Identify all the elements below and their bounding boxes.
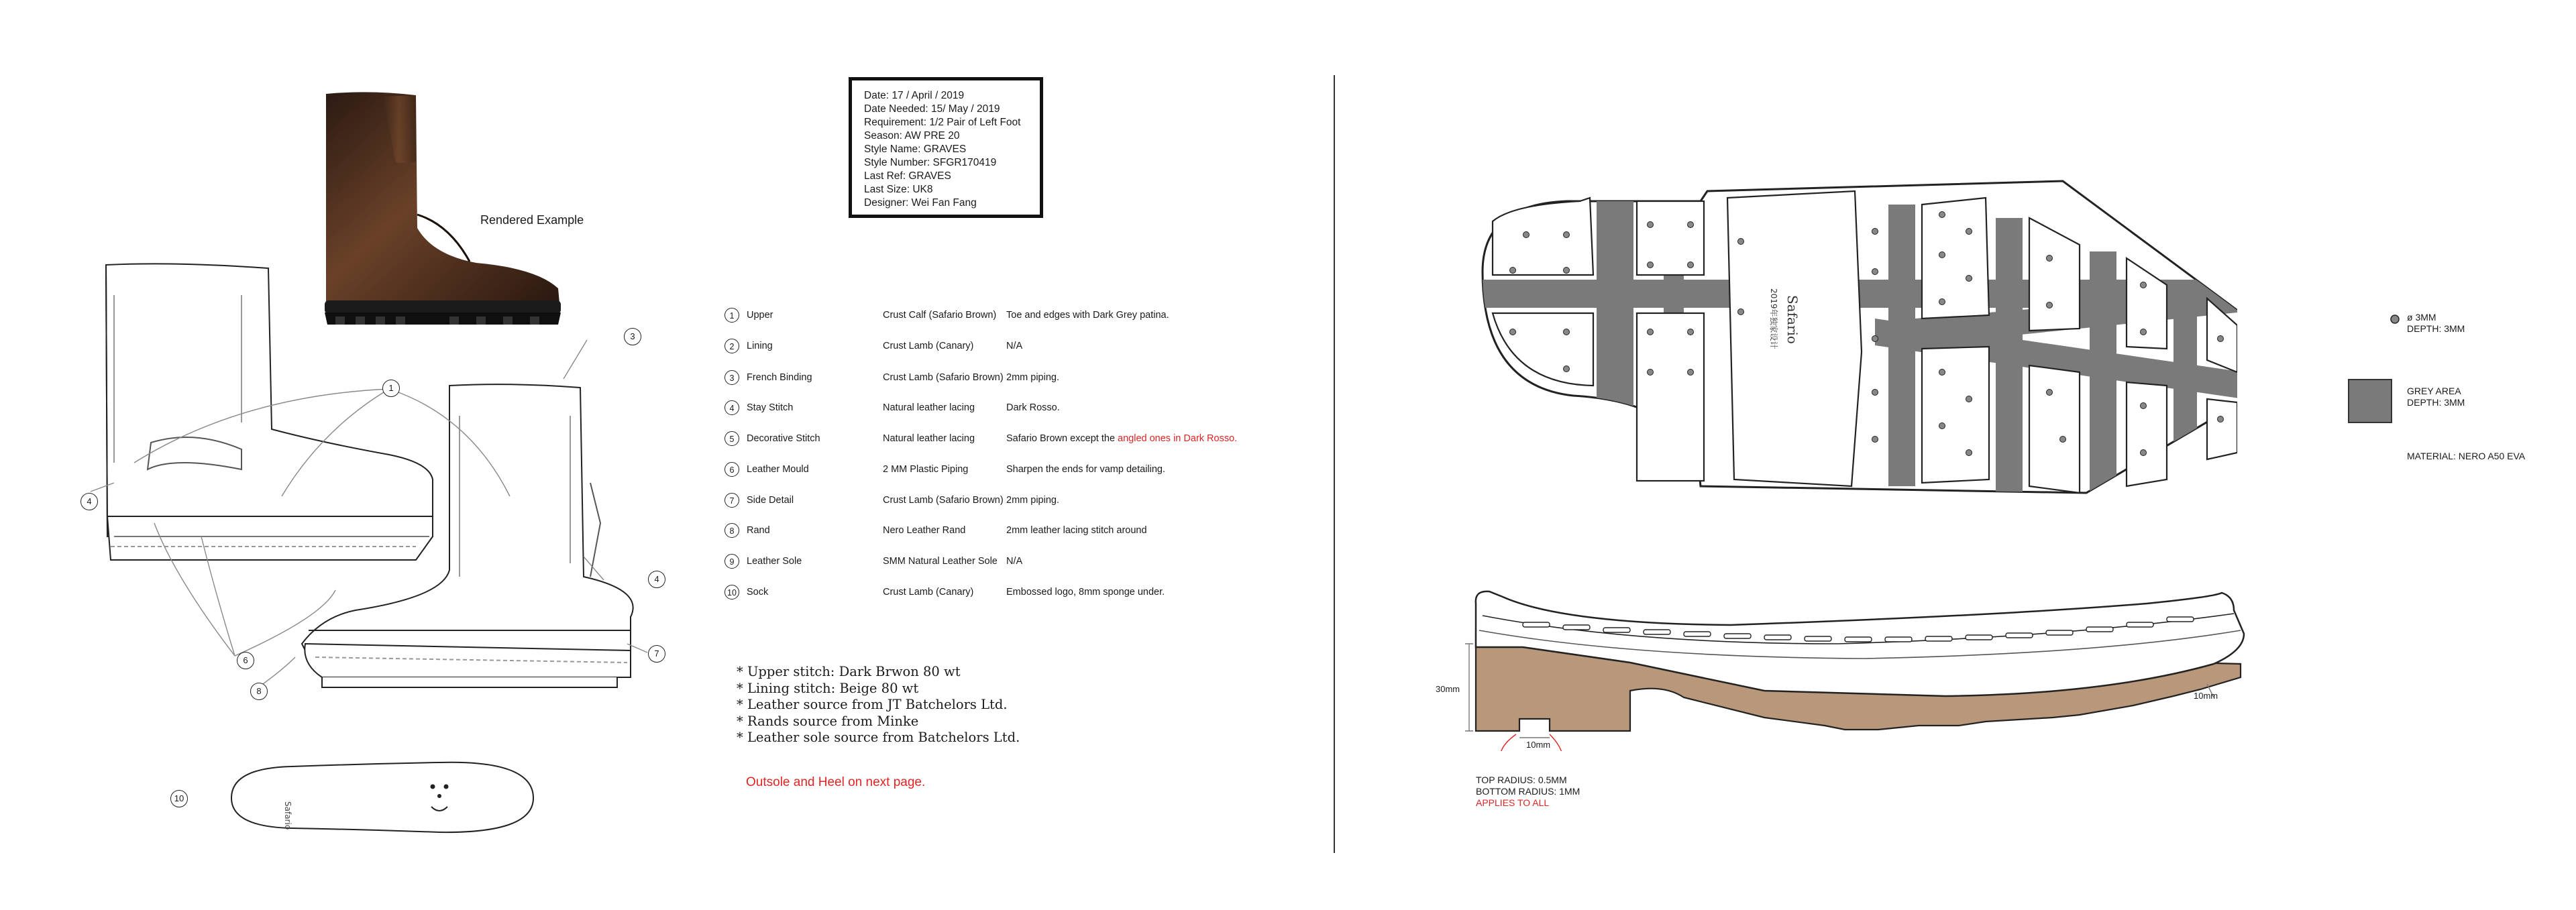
legend-material: Nero Leather Rand — [883, 525, 966, 536]
callout-8: 8 — [250, 683, 268, 700]
stitch-notes — [737, 664, 1020, 746]
callout-10: 10 — [170, 790, 188, 807]
legend-material: Crust Lamb (Safario Brown) — [883, 495, 1004, 506]
radius-notes — [1476, 775, 1580, 809]
spec-line: Requirement: 1/2 Pair of Left Foot — [864, 117, 1021, 128]
dim-height-label: 30mm — [1436, 684, 1460, 694]
legend-num: 10 — [724, 585, 739, 600]
legend-material: Crust Lamb (Canary) — [883, 341, 974, 351]
legend-num: 8 — [724, 523, 739, 538]
rendered-example-label: Rendered Example — [480, 213, 584, 227]
dot-key-line: ø 3MM — [2407, 312, 2436, 323]
legend-note: Dark Rosso. — [1006, 402, 1060, 413]
legend-note: Toe and edges with Dark Grey patina. — [1006, 310, 1169, 321]
grey-area-swatch — [2348, 379, 2392, 423]
next-page-note: Outsole and Heel on next page. — [746, 775, 926, 789]
dot-key-line: DEPTH: 3MM — [2407, 323, 2465, 334]
legend-part: Side Detail — [747, 495, 794, 506]
legend-num: 5 — [724, 431, 739, 446]
grey-key-label — [2407, 386, 2465, 408]
callout-6: 6 — [237, 652, 254, 669]
legend-note: 2mm piping. — [1006, 372, 1059, 383]
spec-line: Season: AW PRE 20 — [864, 130, 960, 141]
note-line: * Leather sole source from Batchelors Ltd. — [737, 730, 1020, 745]
legend-part: Sock — [747, 587, 769, 598]
legend-part: Stay Stitch — [747, 402, 794, 413]
legend-num: 4 — [724, 400, 739, 415]
callout-4-right: 4 — [648, 571, 665, 588]
outsole-sub: 2019年独家设计 — [1769, 288, 1778, 349]
material-label: MATERIAL: NERO A50 EVA — [2407, 451, 2526, 461]
callout-4-left: 4 — [80, 493, 98, 510]
spec-line: Style Number: SFGR170419 — [864, 157, 997, 168]
note-line: * Rands source from Minke — [737, 713, 919, 729]
outsole-side-profile — [1462, 583, 2254, 751]
callout-1: 1 — [382, 380, 400, 397]
spec-line: Date: 17 / April / 2019 — [864, 90, 965, 101]
svg-text:Safario: Safario — [283, 801, 292, 830]
legend-material: SMM Natural Leather Sole — [883, 556, 998, 567]
legend-part: Upper — [747, 310, 773, 321]
note-line: * Lining stitch: Beige 80 wt — [737, 680, 919, 696]
grey-key-line: DEPTH: 3MM — [2407, 397, 2465, 408]
legend-note: N/A — [1006, 341, 1023, 351]
legend-material: Natural leather lacing — [883, 433, 975, 444]
legend-num: 7 — [724, 493, 739, 508]
legend-note: Sharpen the ends for vamp detailing. — [1006, 464, 1165, 475]
legend-material: Crust Lamb (Canary) — [883, 587, 974, 598]
technical-boot-drawing — [40, 241, 678, 724]
callout-3: 3 — [624, 328, 641, 345]
spec-line: Designer: Wei Fan Fang — [864, 197, 977, 209]
legend-num: 3 — [724, 370, 739, 385]
spec-box — [849, 77, 1043, 218]
legend-note: 2mm leather lacing stitch around — [1006, 525, 1147, 536]
legend-material: Crust Calf (Safario Brown) — [883, 310, 997, 321]
legend-part: Decorative Stitch — [747, 433, 820, 444]
legend-num: 9 — [724, 554, 739, 569]
page-divider — [1334, 75, 1335, 853]
legend-part: Rand — [747, 525, 770, 536]
dim-gap-label: 10mm — [1526, 740, 1551, 750]
sock-insole-drawing — [218, 754, 540, 842]
outsole-top-view — [1472, 171, 2237, 520]
legend-part: Leather Mould — [747, 464, 809, 475]
dim-right-label: 10mm — [2194, 691, 2218, 701]
spec-line: Style Name: GRAVES — [864, 144, 967, 155]
radius-line: TOP RADIUS: 0.5MM — [1476, 775, 1567, 785]
dot-key-label — [2407, 312, 2465, 335]
note-line: * Leather source from JT Batchelors Ltd. — [737, 697, 1008, 712]
legend-note: Embossed logo, 8mm sponge under. — [1006, 587, 1165, 598]
legend-part: French Binding — [747, 372, 812, 383]
applies-to-all: APPLIES TO ALL — [1476, 797, 1550, 808]
spec-line: Last Size: UK8 — [864, 184, 933, 195]
legend-note-text: Safario Brown except the — [1006, 433, 1118, 444]
legend-part: Leather Sole — [747, 556, 802, 567]
dot-key-icon — [2388, 312, 2402, 326]
grey-key-line: GREY AREA — [2407, 386, 2461, 396]
legend-note-red: angled ones in Dark Rosso. — [1118, 433, 1238, 444]
legend-num: 1 — [724, 308, 739, 323]
legend-material: 2 MM Plastic Piping — [883, 464, 969, 475]
legend-part: Lining — [747, 341, 773, 351]
legend-num: 6 — [724, 462, 739, 477]
legend-note: N/A — [1006, 556, 1023, 567]
legend-note — [1006, 433, 1237, 444]
note-line: * Upper stitch: Dark Brwon 80 wt — [737, 664, 961, 679]
callout-7: 7 — [648, 645, 665, 663]
legend-material: Natural leather lacing — [883, 402, 975, 413]
radius-line: BOTTOM RADIUS: 1MM — [1476, 786, 1580, 797]
legend-material: Crust Lamb (Safario Brown) — [883, 372, 1004, 383]
spec-line: Last Ref: GRAVES — [864, 170, 951, 182]
legend-num: 2 — [724, 339, 739, 353]
outsole-brand: Safario — [1784, 295, 1801, 344]
spec-line: Date Needed: 15/ May / 2019 — [864, 103, 1000, 115]
legend-note: 2mm piping. — [1006, 495, 1059, 506]
